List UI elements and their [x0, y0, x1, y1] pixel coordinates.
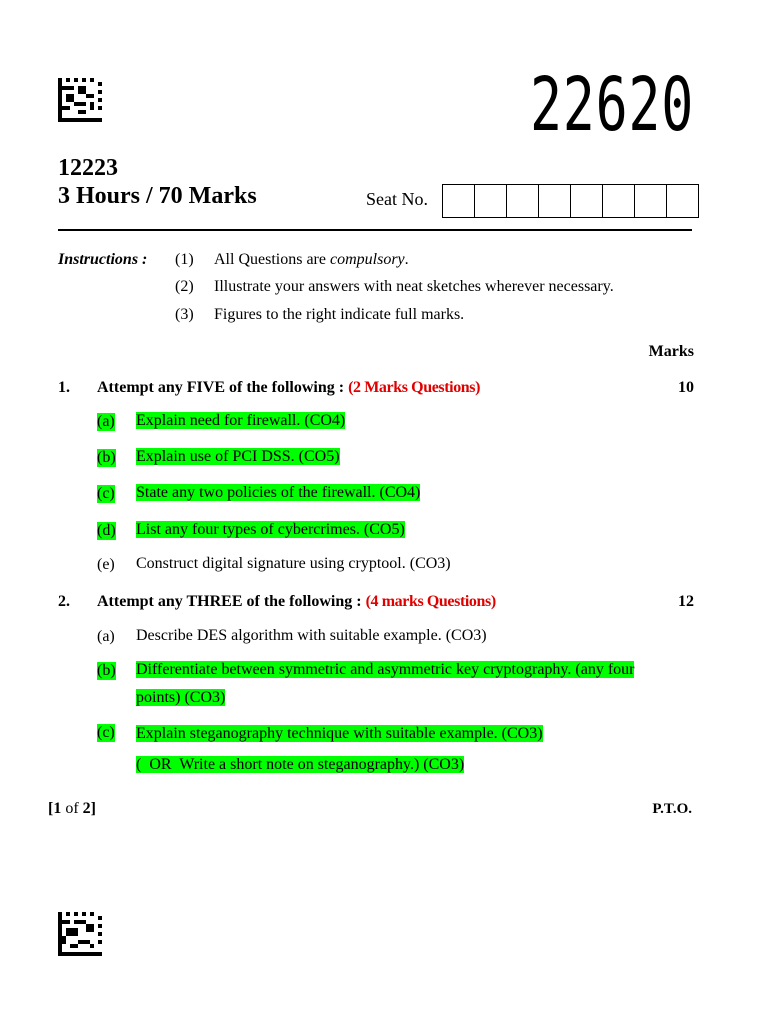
- seat-box[interactable]: [603, 185, 635, 217]
- question-text: Attempt any THREE of the following : (4 marks Questions): [97, 593, 496, 610]
- question-part-text: Explain need for firewall. (CO4): [136, 412, 346, 429]
- seat-box[interactable]: [571, 185, 603, 217]
- instruction-text: Illustrate your answers with neat sketches wherever necessary.: [214, 278, 614, 295]
- question-part-text: Explain steganography technique with suitable example. (CO3) ( OR Write a short note on steganography.) (CO3): [136, 725, 543, 773]
- header-divider: [58, 229, 692, 231]
- question-part-label: (a): [97, 413, 115, 430]
- pto-label: P.T.O.: [652, 801, 692, 817]
- question-part-text: Describe DES algorithm with suitable example. (CO3): [136, 627, 487, 644]
- question-part-label: (b): [97, 662, 116, 679]
- instruction-text: All Questions are compulsory.: [214, 251, 409, 268]
- question-part-label: (c): [97, 485, 115, 502]
- seat-no-boxes[interactable]: [442, 184, 699, 218]
- datamatrix-top-icon: [58, 78, 102, 122]
- question-part-text: List any four types of cybercrimes. (CO5): [136, 521, 405, 538]
- seat-box[interactable]: [507, 185, 539, 217]
- question-part-text: Explain use of PCI DSS. (CO5): [136, 448, 340, 465]
- seat-box[interactable]: [667, 185, 698, 217]
- seat-no-label: Seat No.: [366, 189, 428, 209]
- question-part-text: Differentiate between symmetric and asymmetric key cryptography. (any four points) (CO3): [136, 661, 635, 706]
- question-marks: 10: [678, 379, 694, 396]
- page-number: [1 of 2]: [48, 800, 96, 817]
- question-part-label: (c): [97, 724, 115, 741]
- seat-box[interactable]: [635, 185, 667, 217]
- question-part-label: (e): [97, 556, 115, 573]
- question-part-label: (a): [97, 628, 115, 645]
- paper-code: 22620: [530, 62, 694, 148]
- exam-code: 12223: [58, 155, 118, 181]
- question-part-text: State any two policies of the firewall. (CO4): [136, 484, 421, 501]
- question-number: 1.: [58, 379, 70, 396]
- marks-column-heading: Marks: [648, 343, 694, 360]
- question-part-label: (d): [97, 522, 116, 539]
- instruction-number: (2): [175, 278, 194, 295]
- instruction-number: (1): [175, 251, 194, 268]
- instructions-heading: Instructions :: [58, 251, 148, 268]
- question-marks: 12: [678, 593, 694, 610]
- seat-box[interactable]: [475, 185, 507, 217]
- duration-marks: 3 Hours / 70 Marks: [58, 183, 257, 209]
- instruction-number: (3): [175, 306, 194, 323]
- question-part-text: Construct digital signature using cryptool. (CO3): [136, 555, 451, 572]
- seat-box[interactable]: [443, 185, 475, 217]
- question-part-label: (b): [97, 449, 116, 466]
- question-number: 2.: [58, 593, 70, 610]
- instruction-text: Figures to the right indicate full marks.: [214, 306, 465, 323]
- datamatrix-bottom-icon: [58, 912, 102, 956]
- seat-box[interactable]: [539, 185, 571, 217]
- question-text: Attempt any FIVE of the following : (2 Marks Questions): [97, 379, 481, 396]
